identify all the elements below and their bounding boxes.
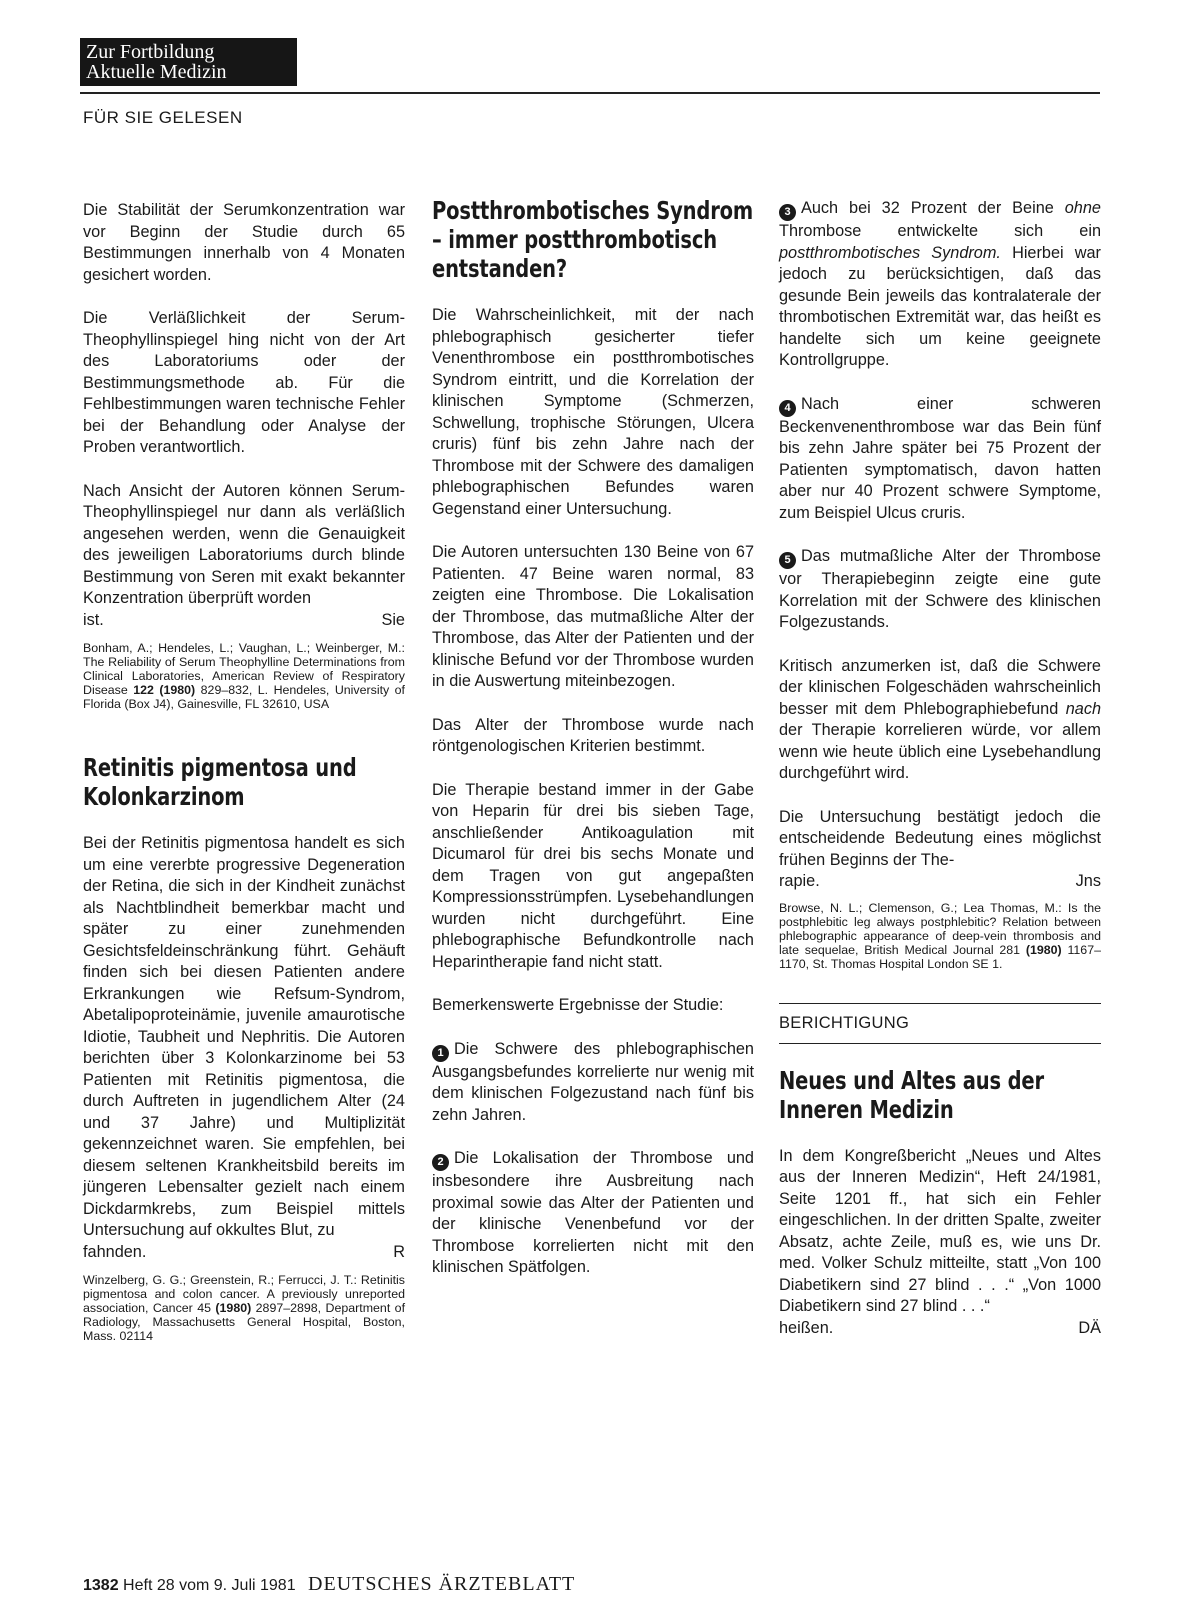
paragraph: Das Alter der Thrombose wurde nach röntgenologischen Kriterien bestimmt. — [432, 715, 754, 755]
last-line: rapie. — [779, 872, 820, 890]
header-rule — [80, 92, 1100, 94]
column-3 — [779, 198, 1101, 1361]
article-title: Postthrombotisches Syndrom – immer postthrombotisch entstanden? — [432, 196, 754, 283]
result-item: 4 Nach einer schweren Beckenvenenthrombose war das Bein fünf bis zehn Jahre später bei 75 Prozent der Patienten symptomatisch, davon hatten aber nur 40 Prozent schwere Symptome, zum Beispiel Ulcus cruris. — [779, 394, 1101, 522]
number-bullet-icon: 3 — [779, 204, 796, 221]
author-signature: DÄ — [1078, 1318, 1101, 1337]
result-item: 2 Die Lokalisation der Thrombose und insbesondere ihre Ausbreitung nach proximal sowie das Alter der Patienten und der klinische Venenbefund vor der Thrombose korrelierten nicht mit den klinischen Spätfolgen. — [432, 1149, 754, 1276]
column-2 — [432, 196, 754, 1301]
paragraph: Die Stabilität der Serumkonzentration war vor Beginn der Studie durch 65 Bestimmungen innerhalb von 4 Monaten gesichert worden. — [83, 201, 405, 284]
rubric-box — [80, 38, 297, 86]
box-rule-bottom — [779, 1043, 1101, 1044]
paragraph: Bei der Retinitis pigmentosa handelt es sich um eine vererbte progressive Degeneration der Retina, die sich in der Kindheit zunächst als Nachtblindheit bemerkbar macht und später zu einer zunehmenden Gesichtsfeldeinschränkung führt. Gehäuft finden sich bei diesen Patienten andere Erkrankungen wie Refsum-Syndrom, Abetalipoproteinämie, juvenile amaurotische Idiotie, Taubheit und Nephritis. Die Autoren berichten über 3 Kolonkarzinome bei 53 Patienten mit Retinitis pigmentosa, die durch Auftreten in jugendlichem Alter (24 und 37 Jahre) und Multiplizität gekennzeichnet waren. Sie empfehlen, bei diesem seltenen Krankheitsbild bereits im jüngeren Lebensalter gezielt nach einem Dickdarmkrebs, zum Beispiel mittels Untersuchung auf okkultes Blut, zu fahnden. R — [83, 833, 405, 1263]
number-bullet-icon: 4 — [779, 400, 796, 417]
reference: Winzelberg, G. G.; Greenstein, R.; Ferrucci, J. T.: Retinitis pigmentosa and colon cancer. A previously unreported association, Cancer 45 (1980) 2897–2898, Department of Radiology, Massachusetts General Hospital, Boston, Mass. 02114 — [83, 1273, 406, 1343]
paragraph: Die Untersuchung bestätigt jedoch die entscheidende Bedeutung eines möglichst frühen Beginns der The- rapie. Jns — [779, 807, 1101, 893]
page-footer — [83, 1573, 575, 1596]
author-signature: R — [393, 1242, 405, 1261]
correction-label: BERICHTIGUNG — [779, 1013, 910, 1032]
last-line: heißen. — [779, 1318, 834, 1337]
paragraph: Die Autoren untersuchten 130 Beine von 67 Patienten. 47 Beine waren normal, 83 zeigten eine Thrombose. Die Lokalisation der Thrombose, das mutmaßliche Alter der Thrombose, das Alter der Patienten und der klinische Befund vor der Thrombose wurden in die Auswertung miteinbezogen. — [432, 543, 754, 690]
paragraph: Nach Ansicht der Autoren können Serum-Theophyllinspiegel nur dann als verläßlich angesehen werden, wenn die Genauigkeit des jeweiligen Laboratoriums durch blinde Bestimmung von Seren mit exakt bekannter Konzentration überprüft worden ist. Sie — [83, 481, 405, 632]
publication-name: DEUTSCHES ÄRZTEBLATT — [308, 1573, 576, 1595]
paragraph: Bemerkenswerte Ergebnisse der Studie: — [432, 996, 724, 1014]
rubric-line-1: Zur Fortbildung — [86, 41, 215, 63]
box-rule-top — [779, 1003, 1101, 1004]
section-label: FÜR SIE GELESEN — [83, 108, 243, 127]
column-1 — [83, 200, 405, 1369]
article-title: Retinitis pigmentosa und Kolonkarzinom — [83, 753, 357, 811]
article-title: Neues und Altes aus der Inneren Medizin — [779, 1065, 1044, 1124]
reference: Bonham, A.; Hendeles, L.; Vaughan, L.; Weinberger, M.: The Reliability of Serum Theophylline Determinations from Clinical Laboratories, American Review of Respiratory Disease 122 (1980) 829–832, L. Hendeles, University of Florida (Box J4), Gainesville, FL 32610, USA — [83, 641, 406, 711]
author-signature: Jns — [1075, 872, 1101, 890]
issue-info: Heft 28 vom 9. Juli 1981 — [123, 1577, 296, 1594]
last-line: fahnden. — [83, 1242, 147, 1261]
last-line: ist. — [83, 610, 104, 629]
result-item: 5 Das mutmaßliche Alter der Thrombose vor Therapiebeginn zeigte eine gute Korrelation mit der Schwere des klinischen Folgezustands. — [779, 547, 1101, 631]
paragraph: Die Wahrscheinlichkeit, mit der nach phlebographisch gesicherter tiefer Venenthrombose ein postthrombotisches Syndrom eintritt, und die Korrelation der klinischen Symptome (Schmerzen, Schwellung, trophische Störungen, Ulcera cruris) fünf bis zehn Jahre nach der Thrombose mit der Schwere des damaligen phlebographischen Befundes waren Gegenstand einer Untersuchung. — [432, 306, 754, 518]
paragraph: Kritisch anzumerken ist, daß die Schwere der klinischen Folgeschäden wahrscheinlich besser mit dem Phlebographiebefund nach der Therapie korrelieren würde, vor allem wenn wie heute üblich eine Lysebehandlung durchgeführt wird. — [779, 656, 1102, 782]
author-signature: Sie — [381, 610, 405, 629]
page-number: 1382 — [83, 1577, 119, 1594]
result-item: 1 Die Schwere des phlebographischen Ausgangsbefundes korrelierte nur wenig mit dem klinischen Folgezustand nach fünf bis zehn Jahren. — [432, 1039, 754, 1124]
paragraph: Die Therapie bestand immer in der Gabe von Heparin für drei bis sieben Tage, anschließender Antikoagulation mit Dicumarol für drei bis sechs Monate und dem Tragen von gut angepaßten Kompressionsstrümpfen. Lysebehandlungen wurden nicht durchgeführt. Eine phlebographische Befundkontrolle nach Heparintherapie fand nicht statt. — [432, 780, 754, 971]
rubric-line-2: Aktuelle Medizin — [86, 61, 227, 83]
number-bullet-icon: 5 — [779, 552, 796, 569]
number-bullet-icon: 2 — [432, 1154, 449, 1171]
reference: Browse, N. L.; Clemenson, G.; Lea Thomas, M.: Is the postphlebitic leg always postphlebitic? Relation between phlebographic appearance of deep-vein thrombosis and late sequelae, British Medical Journal 281 (1980) 1167–1170, St. Thomas Hospital London SE 1. — [779, 900, 1101, 971]
number-bullet-icon: 1 — [432, 1045, 449, 1062]
paragraph: In dem Kongreßbericht „Neues und Altes aus der Inneren Medizin“, Heft 24/1981, Seite 1201 ff., hat sich ein Fehler eingeschlichen. In der dritten Spalte, zweiter Absatz, achte Zeile, muß es, wie uns Dr. med. Volker Schulz mitteilte, statt „Von 100 Diabetikern sind 27 blind . . .“ „Von 1000 Diabetikern sind 27 blind . . .“ heißen. DÄ — [779, 1146, 1101, 1340]
result-item: 3 Auch bei 32 Prozent der Beine ohne Thrombose entwickelte sich ein postthrombotisches Syndrom. Hierbei war jedoch zu berücksichtigen, daß das gesunde Bein jeweils das kontralaterale der thrombotischen Extremität war, das heißt es handelte sich um keine geeignete Kontrollgruppe. — [779, 199, 1101, 369]
paragraph: Die Verläßlichkeit der Serum-Theophyllinspiegel hing nicht von der Art des Laboratoriums oder der Bestimmungsmethode ab. Für die Fehlbestimmungen waren technische Fehler bei der Behandlung oder Analyse der Proben verantwortlich. — [83, 309, 405, 456]
